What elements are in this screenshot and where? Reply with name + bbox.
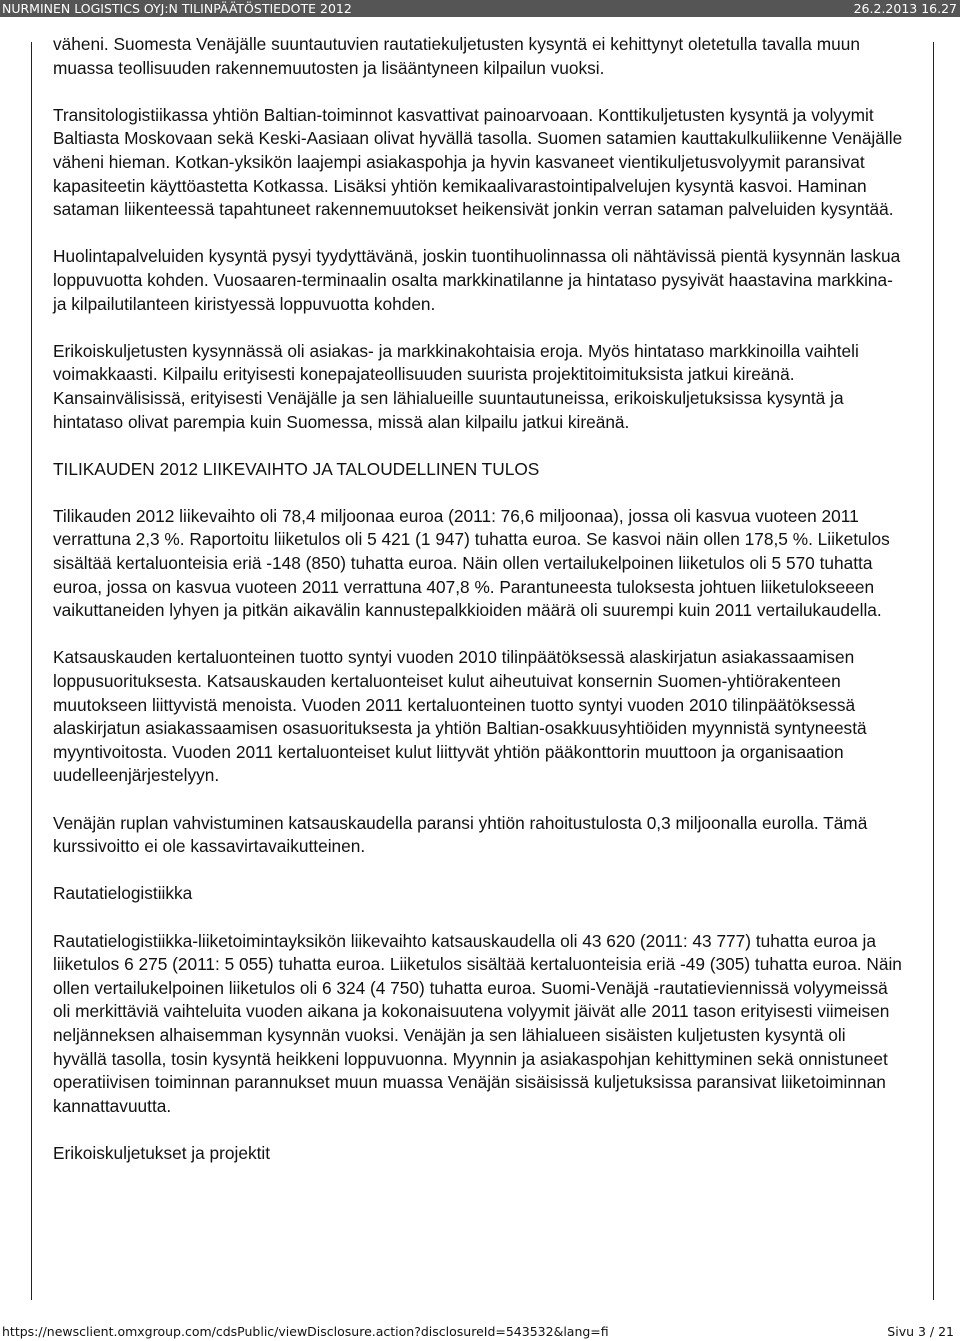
paragraph-forwarding-services: Huolintapalveluiden kysyntä pysyi tyydyttävänä, joskin tuontihuolinnassa oli nähtävissä pientä kysynnän laskua loppuvuotta kohden. Vuosaaren-terminaalin osalta markkinatilanne ja hintataso pysyivät haastavina markkina- ja kilpailutilanteen kiristyessä loppuvuotta kohden.	[53, 246, 901, 314]
paragraph-rail-demand: väheni. Suomesta Venäjälle suuntautuvien rautatiekuljetusten kysyntä ei kehittynyt oletetulla tavalla muun muassa teollisuuden rakennemuutosten ja lisääntyneen kilpailun vuoksi.	[53, 34, 860, 78]
document-header-bar	[0, 0, 960, 17]
paragraph-transit-logistics: Transitologistiikassa yhtiön Baltian-toiminnot kasvattivat painoarvoaan. Konttikuljetusten kysyntä ja volyymit Baltiasta Moskovaan sekä Keski-Aasiaan olivat hyvällä tasolla. Suomen satamien kauttakulkuliikenne Venäjälle väheni hieman. Kotkan-yksikön laajempi asiakaspohja ja hyvin kasvaneet vientikuljetusvolyymit paransivat kapasiteetin käyttöastetta Kotkassa. Lisäksi yhtiön kemikaalivarastointipalvelujen kysyntä kasvoi. Haminan sataman liikenteessä tapahtuneet rakennemuutokset heikensivät jonkin verran sataman palveluiden kysyntää.	[53, 104, 903, 220]
paragraph-one-off-items: Katsauskauden kertaluonteinen tuotto syntyi vuoden 2010 tilinpäätöksessä alaskirjatun asiakassaamisen loppusuorituksesta. Katsauskauden kertaluonteiset kulut aiheutuivat konsernin Suomen-yhtiörakenteen muutokseen liittyvistä menoista. Vuoden 2011 kertaluonteinen tuotto syntyi vuoden 2010 tilinpäätöksessä alaskirjatun asiakassaamisen osasuorituksesta ja yhtiön Baltian-osakkuusyhtiöiden myynnistä syntyneestä myyntivoitosta. Vuoden 2011 kertaluonteiset kulut liittyvät yhtiön pääkonttorin muuttoon ja organisaation uudelleenjärjestelyyn.	[53, 647, 867, 786]
document-footer	[0, 1322, 960, 1341]
paragraph-revenue-result: Tilikauden 2012 liikevaihto oli 78,4 miljoonaa euroa (2011: 76,6 miljoonaa), jossa oli kasvua vuoteen 2011 verrattuna 2,3 %. Raportoitu liiketulos oli 5 421 (1 947) tuhatta euroa. Se kasvoi näin ollen 178,5 %. Liiketulos sisältää kertaluonteisia eriä -148 (850) tuhatta euroa. Näin ollen vertailukelpoinen liiketulos oli 5 570 tuhatta euroa, jossa on kasvua vuoteen 2011 verrattuna 407,8 %. Parantuneesta tuloksesta johtuen liiketulokseeen vaikuttaneiden lyhyen ja pitkän aikavälin kannustepalkkioiden määrä oli suurempi kuin 2011 vertailukaudella.	[53, 505, 890, 621]
document-title: NURMINEN LOGISTICS OYJ:N TILINPÄÄTÖSTIEDOTE 2012	[2, 1, 352, 16]
document-body	[53, 33, 903, 1189]
source-url: https://newsclient.omxgroup.com/cdsPublic/viewDisclosure.action?disclosureId=543532&lang=fi	[2, 1324, 609, 1339]
paragraph-special-transports: Erikoiskuljetusten kysynnässä oli asiakas- ja markkinakohtaisia eroja. Myös hintataso markkinoilla vaihteli voimakkaasti. Kilpailu erityisesti konepajateollisuuden suurista projektitoimituksista jatkui kireänä. Kansainvälisissä, erityisesti Venäjälle ja sen lähialueille suuntautuneissa, erikoiskuljetuksissa kysyntä ja hintataso olivat parempia kuin Suomessa, missä alan kilpailu jatkui kireänä.	[53, 340, 859, 432]
section-heading-financial-result: TILIKAUDEN 2012 LIIKEVAIHTO JA TALOUDELLINEN TULOS	[53, 458, 540, 479]
section-heading-special-transports: Erikoiskuljetukset ja projektit	[53, 1142, 271, 1163]
section-heading-rail-logistics: Rautatielogistiikka	[53, 883, 193, 904]
page-number: Sivu 3 / 21	[887, 1324, 954, 1339]
paragraph-rail-logistics-result: Rautatielogistiikka-liiketoimintayksikön liikevaihto katsauskaudella oli 43 620 (2011: 43 777) tuhatta euroa ja liiketulos 6 275 (2011: 5 055) tuhatta euroa. Liiketulos sisältää kertaluonteisia eriä -49 (305) tuhatta euroa. Näin ollen vertailukelpoinen liiketulos oli 6 324 (4 750) tuhatta euroa. Suomi-Venäjä -rautatieviennissä volyymeissä oli merkittäviä vaihteluita vuoden aikana ja kokonaisuutena volyymit jäivät alle 2011 tason erityisesti viimeisen neljänneksen alhaisemman kysynnän vuoksi. Venäjän ja sen lähialueen sisäisten kuljetusten kysyntä oli hyvällä tasolla, tosin kysyntä heikkeni loppuvuonna. Myynnin ja asiakaspohjan kehittyminen sekä onnistuneet operatiivisen toiminnan parannukset muun muassa Venäjän sisäisissä kuljetuksissa paransivat liiketoiminnan kannattavuutta.	[53, 930, 902, 1116]
print-timestamp: 26.2.2013 16.27	[853, 1, 957, 16]
paragraph-ruble-effect: Venäjän ruplan vahvistuminen katsauskaudella paransi yhtiön rahoitustulosta 0,3 miljoonalla eurolla. Tämä kurssivoitto ei ole kassavirtavaikutteinen.	[53, 812, 868, 857]
